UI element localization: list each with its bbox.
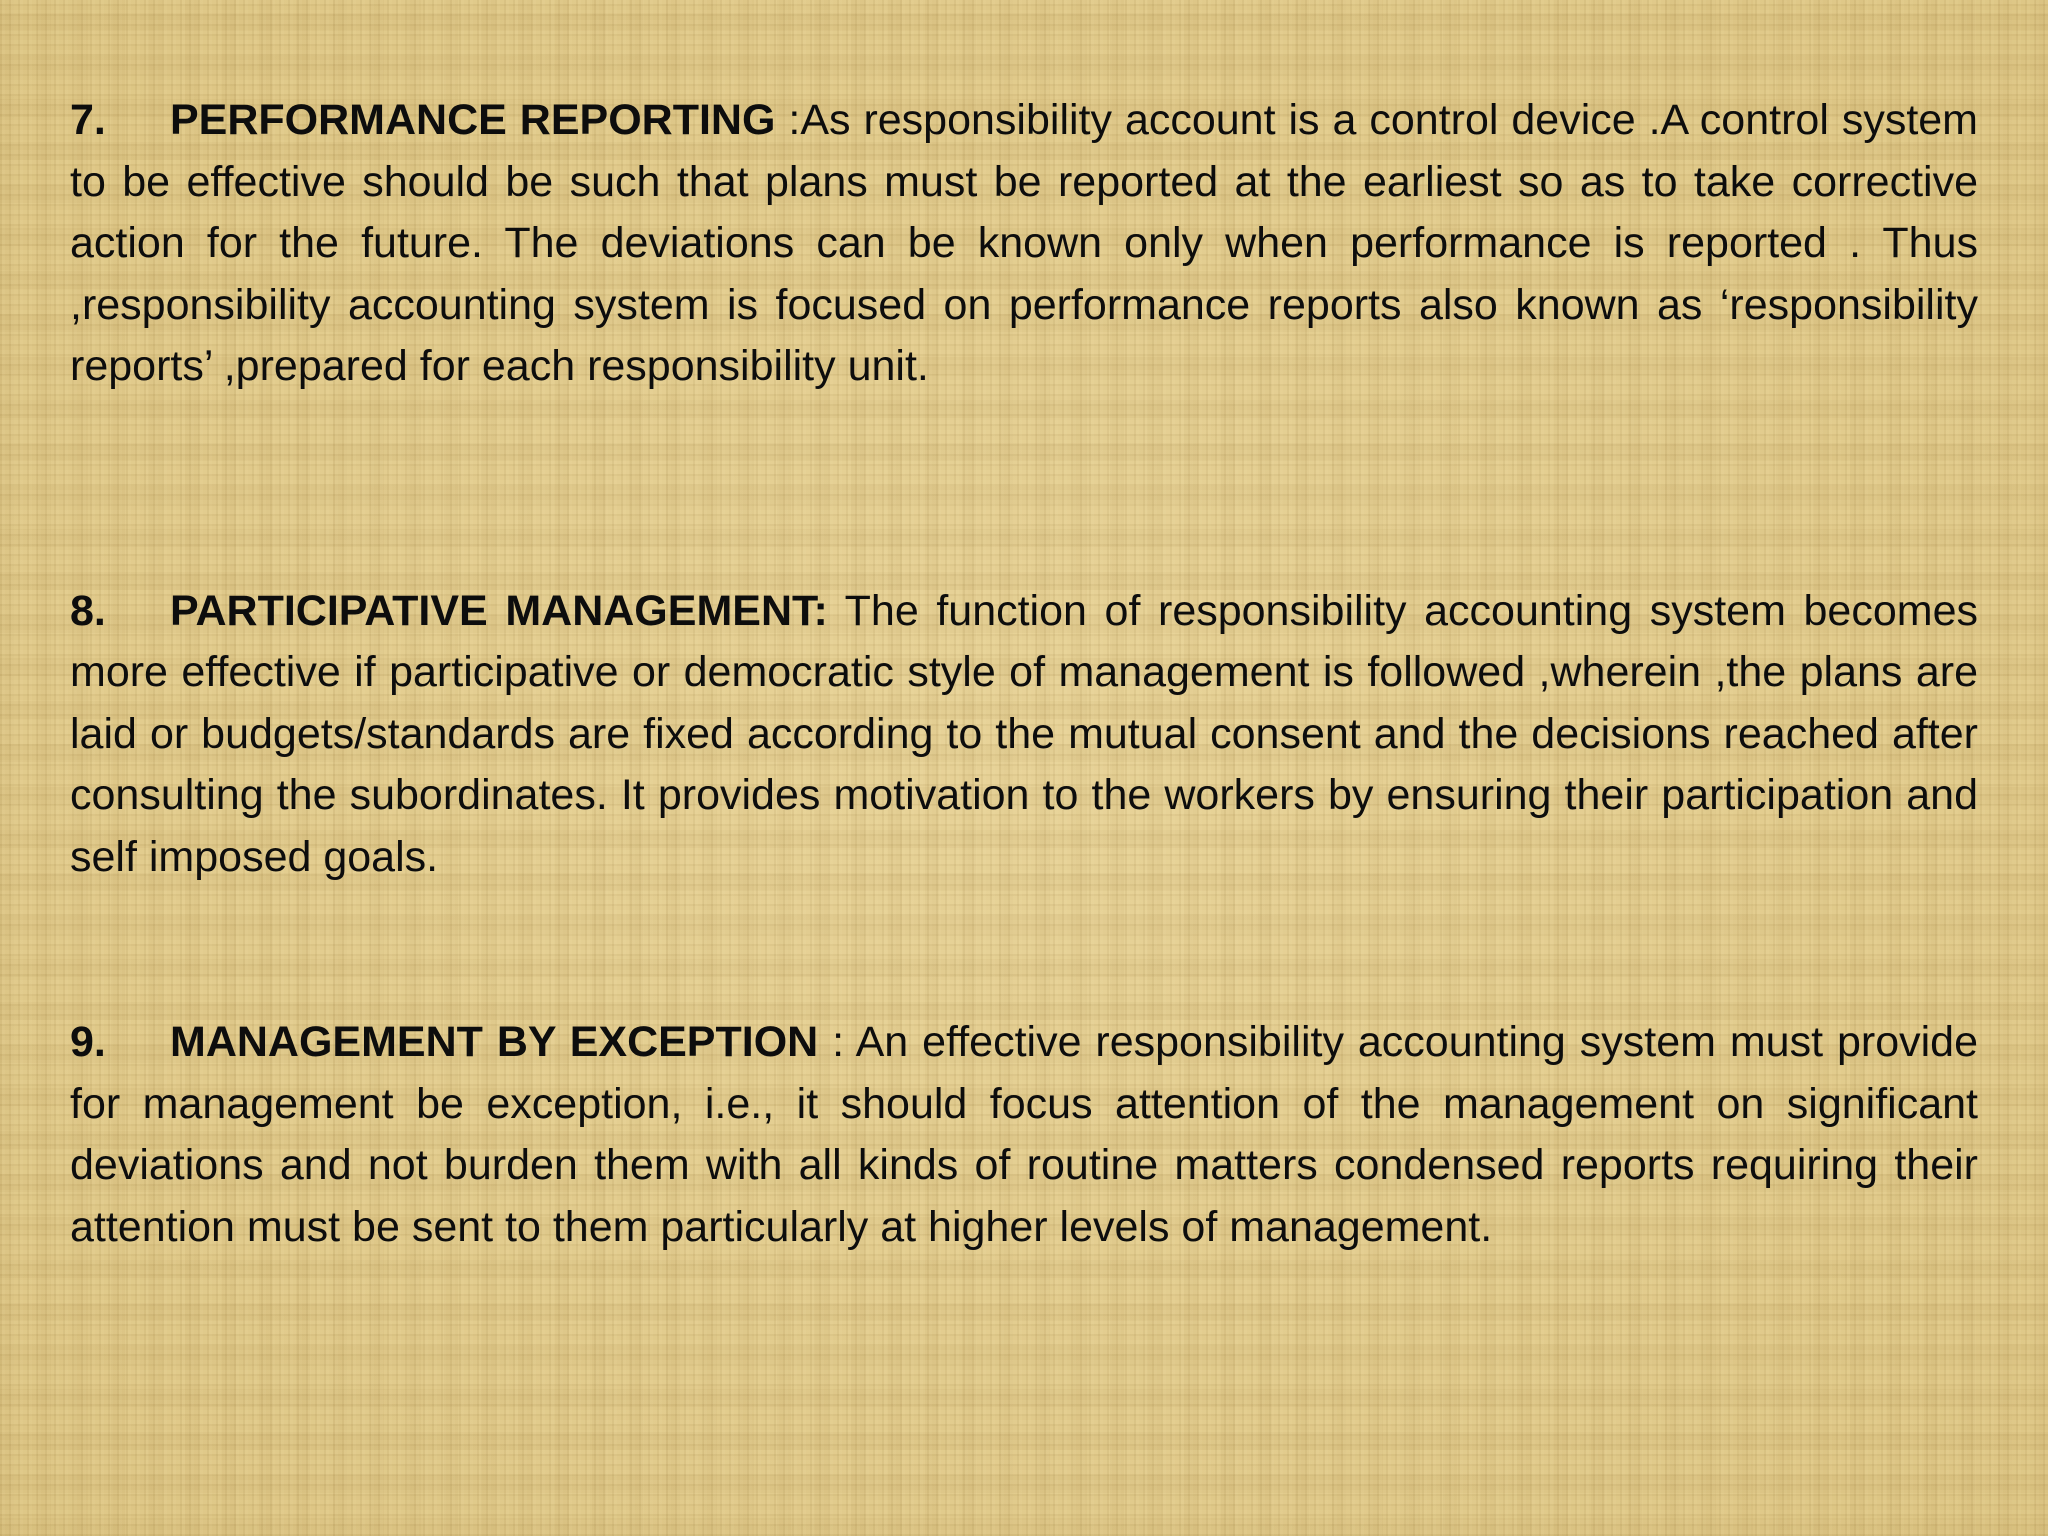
point-heading: MANAGEMENT BY EXCEPTION	[170, 1018, 819, 1066]
point-number: 9.	[70, 1018, 106, 1066]
point-number: 8.	[70, 586, 106, 635]
point-heading: PARTICIPATIVE MANAGEMENT:	[170, 586, 828, 635]
point-number: 7.	[70, 96, 106, 144]
point-text: The function of responsibility accounting system becomes more effective if participative or democratic style of management is followed ,wherein ,the plans are laid or budgets/standards are fixed according to the mutual consent and the decisions reached after consulting the subordinates. It provides motivation to the workers by ensuring their participation and self imposed goals.	[70, 586, 1978, 881]
point-text: :As responsibility account is a control device .A control system to be effective should be such that plans must be reported at the earliest so as to take corrective action for the future. The deviations can be known only when performance is reported . Thus ,responsibility accounting system is focused on performance reports also known as ‘responsibility reports’ ,prepared for each responsibility unit.	[70, 96, 1978, 390]
point-participative-management	[70, 581, 1978, 889]
point-text: : An effective responsibility accounting system must provide for management be exception, i.e., it should focus attention of the management on significant deviations and not burden them with all kinds of routine matters condensed reports requiring their attention must be sent to them particularly at higher levels of management.	[70, 1018, 1978, 1251]
slide-content	[70, 90, 1978, 1258]
point-performance-reporting	[70, 90, 1978, 398]
point-management-by-exception	[70, 1012, 1978, 1258]
point-heading: PERFORMANCE REPORTING	[170, 96, 776, 144]
